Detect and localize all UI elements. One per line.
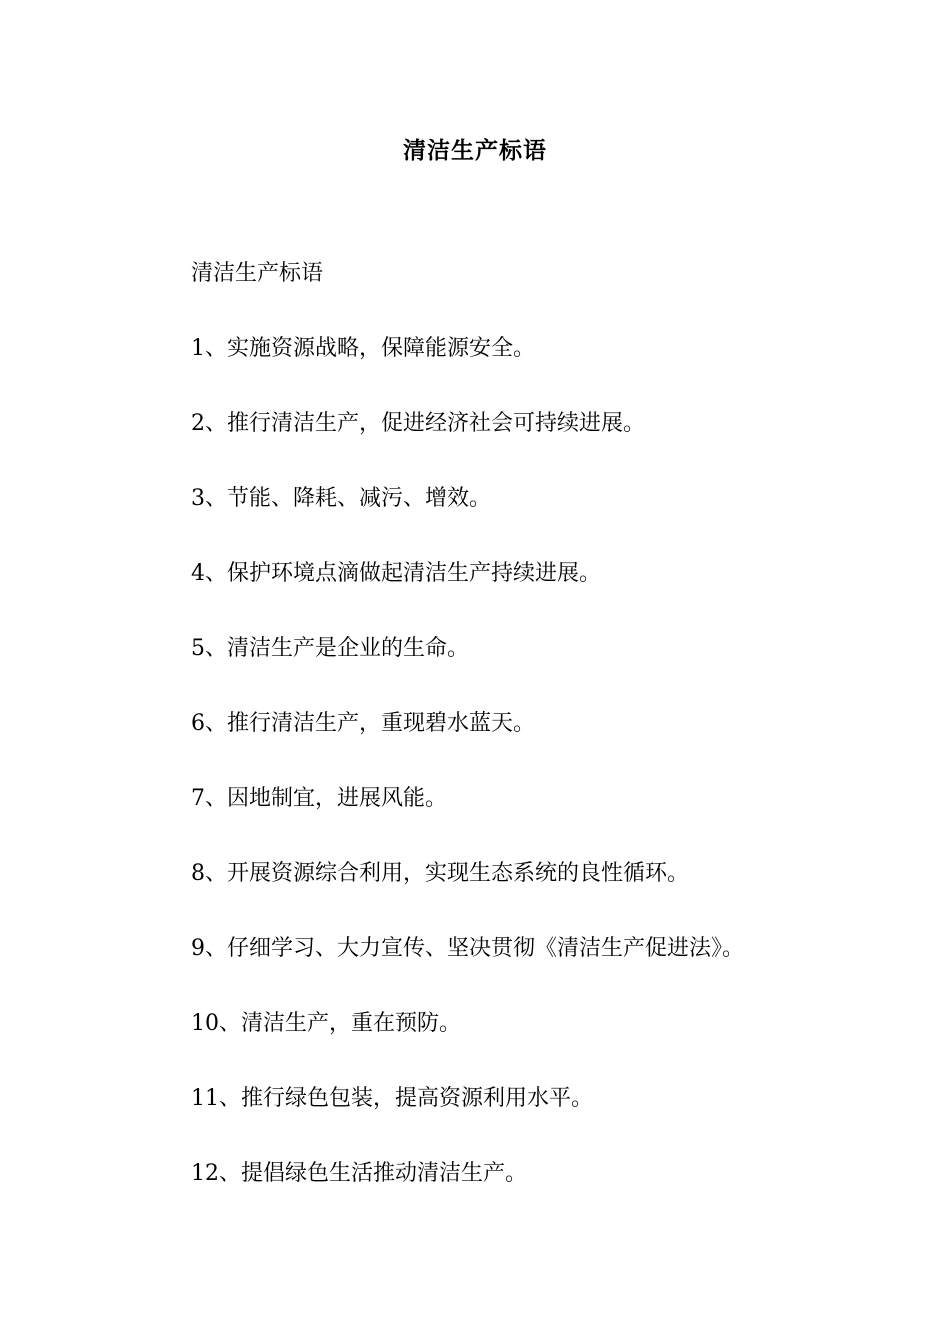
slogan-list [191, 257, 891, 1232]
slogan-item-10: 10、清洁生产，重在预防。 [191, 1011, 461, 1036]
slogan-item-9: 9、仔细学习、大力宣传、坚决贯彻《清洁生产促进法》。 [191, 936, 744, 961]
section-heading: 清洁生产标语 [191, 261, 324, 286]
slogan-item-4: 4、保护环境点滴做起清洁生产持续进展。 [191, 561, 601, 586]
slogan-item-11: 11、推行绿色包装，提高资源利用水平。 [191, 1086, 593, 1111]
slogan-item-8: 8、开展资源综合利用，实现生态系统的良性循环。 [191, 861, 689, 886]
slogan-item-7: 7、因地制宜，进展风能。 [191, 786, 447, 811]
page-title: 清洁生产标语 [403, 137, 547, 164]
slogan-item-1: 1、实施资源战略，保障能源安全。 [191, 336, 535, 361]
slogan-item-5: 5、清洁生产是企业的生命。 [191, 636, 469, 661]
slogan-item-12: 12、提倡绿色生活推动清洁生产。 [191, 1161, 527, 1186]
slogan-item-2: 2、推行清洁生产，促进经济社会可持续进展。 [191, 411, 645, 436]
slogan-item-6: 6、推行清洁生产，重现碧水蓝天。 [191, 711, 535, 736]
slogan-item-3: 3、节能、降耗、减污、增效。 [191, 486, 491, 511]
